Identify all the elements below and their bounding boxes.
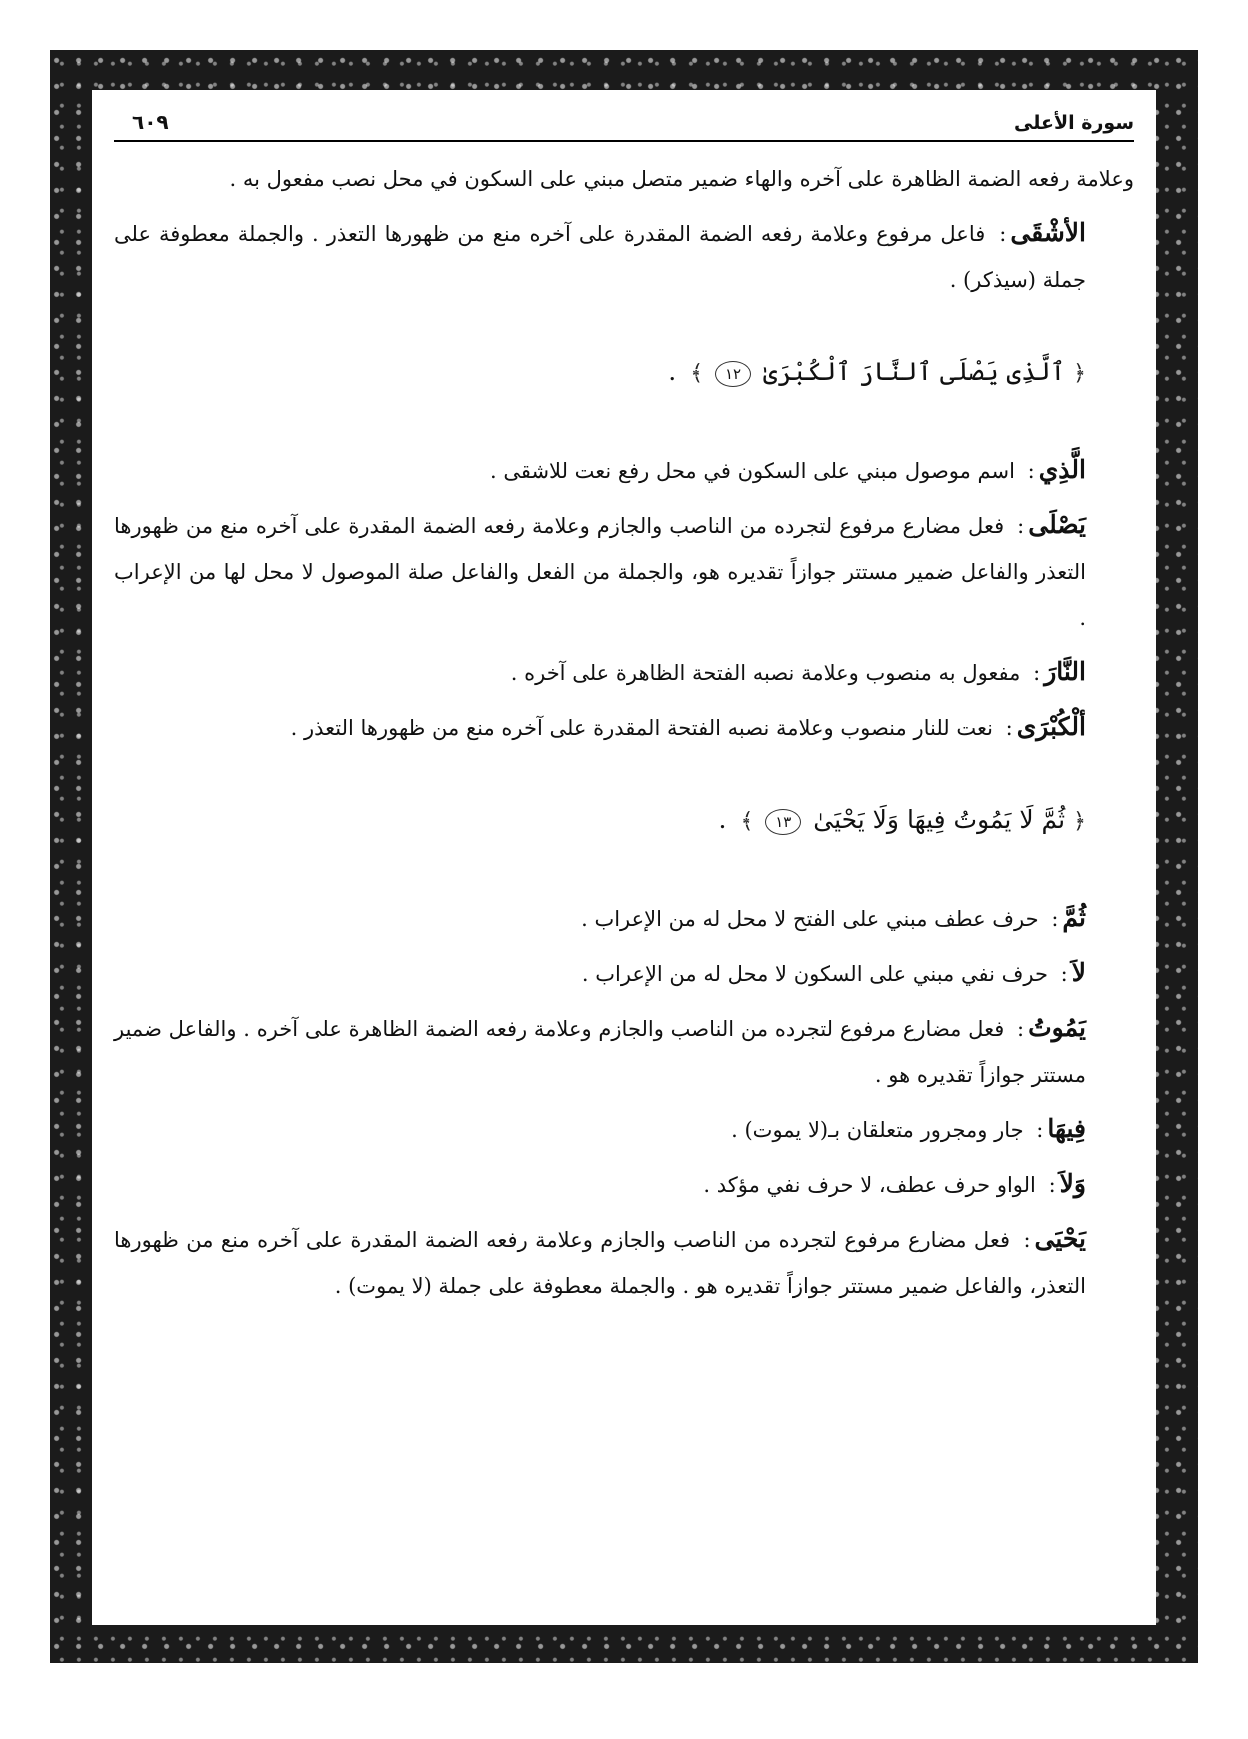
entry-text: فعل مضارع مرفوع لتجرده من الناصب والجازم وعلامة رفعه الضمة الظاهرة على آخره . والفاعل ضمير مستتر جوازاً تقديره هو . xyxy=(114,1017,1086,1087)
entry-text: حرف عطف مبني على الفتح لا محل له من الإعراب . xyxy=(581,907,1039,931)
entry-alladhi: الَّذِي: اسم موصول مبني على السكون في محل رفع نعت للاشقى . xyxy=(489,455,1086,484)
entry-text: جار ومجرور متعلقان بـ(لا يموت) . xyxy=(731,1118,1024,1142)
verse-close-bracket: ﴾ xyxy=(690,361,704,386)
entry-term: وَلاَ xyxy=(1059,1169,1086,1198)
quran-verse-12 xyxy=(114,349,1134,397)
entry-alkubra: ألْكُبْرَى: نعت للنار منصوب وعلامة نصبه الفتحة المقدرة على آخره منع من ظهورها التعذر . xyxy=(290,712,1086,741)
entry-text: اسم موصول مبني على السكون في محل رفع نعت للاشقى . xyxy=(489,459,1015,483)
entry-wala: وَلاَ: الواو حرف عطف، لا حرف نفي مؤكد . xyxy=(703,1169,1086,1198)
entry-term: ثُمَّ xyxy=(1062,903,1086,932)
surah-title: سورة الأعلى xyxy=(1014,112,1134,134)
quran-verse-13 xyxy=(114,797,1134,845)
entry-term: يَصْلَى xyxy=(1028,510,1086,539)
verse-open-bracket: ﴿ xyxy=(1073,361,1086,386)
entry-term: لاَ xyxy=(1071,958,1086,987)
book-page xyxy=(92,90,1156,1625)
entry-ashqa: الأشْقَى: فاعل مرفوع وعلامة رفعه الضمة المقدرة على آخره منع من ظهورها التعذر . والجملة معطوفة على جملة (سيذكر) . xyxy=(114,218,1086,292)
entry-term: النَّارَ xyxy=(1044,657,1086,686)
verse-text: ثُمَّ لَا يَمُوتُ فِيهَا وَلَا يَحْيَىٰ xyxy=(813,805,1066,834)
entry-fiha: فِيهَا: جار ومجرور متعلقان بـ(لا يموت) . xyxy=(731,1114,1086,1143)
verse-end-dot: . xyxy=(668,357,677,386)
page-header xyxy=(114,90,1134,142)
entry-term: الأشْقَى xyxy=(1010,218,1086,247)
entry-yasla: يَصْلَى: فعل مضارع مرفوع لتجرده من الناصب والجازم وعلامة رفعه الضمة المقدرة على آخره منع من ظهورها التعذر والفاعل ضمير مستتر جوازاً تقديره هو، والجملة من الفعل والفاعل صلة الموصول لا محل لها من الإعراب . xyxy=(114,510,1086,630)
entry-term: فِيهَا xyxy=(1047,1114,1086,1143)
entry-text: فعل مضارع مرفوع لتجرده من الناصب والجازم وعلامة رفعه الضمة المقدرة على آخره منع من ظهورها التعذر والفاعل ضمير مستتر جوازاً تقديره هو، والجملة من الفعل والفاعل صلة الموصول لا محل لها من الإعراب . xyxy=(114,514,1086,630)
entry-term: يَمُوتُ xyxy=(1028,1013,1086,1042)
verse-end-dot: . xyxy=(718,805,727,834)
ayah-number: ١٣ xyxy=(765,809,801,835)
entry-text: مفعول به منصوب وعلامة نصبه الفتحة الظاهرة على آخره . xyxy=(510,661,1021,685)
verse-close-bracket: ﴾ xyxy=(740,809,754,834)
entry-text: فاعل مرفوع وعلامة رفعه الضمة المقدرة على آخره منع من ظهورها التعذر . والجملة معطوفة على جملة (سيذكر) . xyxy=(114,222,1086,292)
entry-yamutu: يَمُوتُ: فعل مضارع مرفوع لتجرده من الناصب والجازم وعلامة رفعه الضمة الظاهرة على آخره . والفاعل ضمير مستتر جوازاً تقديره هو . xyxy=(114,1013,1086,1087)
verse-text: ٱلَّذِى يَصْلَى ٱلنَّارَ ٱلْكُبْرَىٰ xyxy=(762,357,1066,386)
entry-text: الواو حرف عطف، لا حرف نفي مؤكد . xyxy=(703,1173,1036,1197)
verse-open-bracket: ﴿ xyxy=(1073,809,1086,834)
paragraph-continuation: وعلامة رفعه الضمة الظاهرة على آخره والهاء ضمير متصل مبني على السكون في محل نصب مفعول به . xyxy=(229,167,1134,191)
entry-yahya: يَحْيَى: فعل مضارع مرفوع لتجرده من الناصب والجازم وعلامة رفعه الضمة المقدرة على آخره منع من ظهورها التعذر، والفاعل ضمير مستتر جوازاً تقديره هو . والجملة معطوفة على جملة (لا يموت) . xyxy=(114,1224,1086,1298)
entry-la: لاَ: حرف نفي مبني على السكون لا محل له من الإعراب . xyxy=(581,958,1086,987)
entry-term: يَحْيَى xyxy=(1034,1224,1086,1253)
entry-annar: النَّارَ: مفعول به منصوب وعلامة نصبه الفتحة الظاهرة على آخره . xyxy=(510,657,1086,686)
ayah-number: ١٢ xyxy=(715,361,751,387)
entry-text: حرف نفي مبني على السكون لا محل له من الإعراب . xyxy=(581,962,1048,986)
page-number: ٦٠٩ xyxy=(132,110,169,134)
entry-term: ألْكُبْرَى xyxy=(1016,712,1086,741)
entry-text: نعت للنار منصوب وعلامة نصبه الفتحة المقدرة على آخره منع من ظهورها التعذر . xyxy=(290,716,993,740)
entry-text: فعل مضارع مرفوع لتجرده من الناصب والجازم وعلامة رفعه الضمة المقدرة على آخره منع من ظهورها التعذر، والفاعل ضمير مستتر جوازاً تقديره هو . والجملة معطوفة على جملة (لا يموت) . xyxy=(114,1228,1086,1298)
entry-term: الَّذِي xyxy=(1038,455,1086,484)
entry-thumma: ثُمَّ: حرف عطف مبني على الفتح لا محل له من الإعراب . xyxy=(581,903,1086,932)
